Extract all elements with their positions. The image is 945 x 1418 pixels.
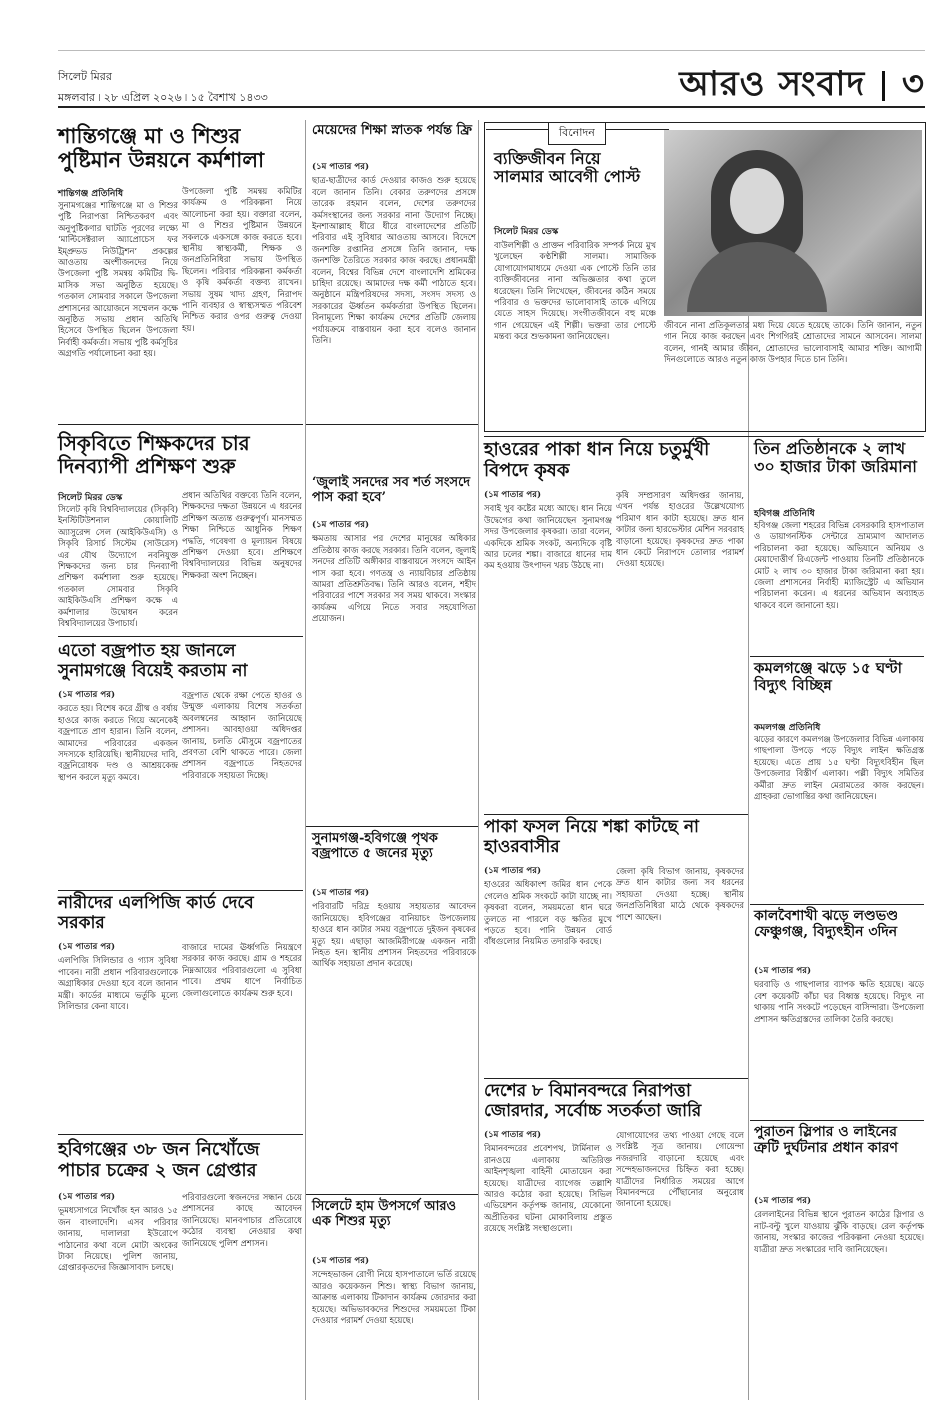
headline-kamalganj-power: কমলগঞ্জে ঝড়ে ১৫ ঘণ্টা বিদ্যুৎ বিচ্ছিন্ন bbox=[754, 659, 902, 695]
article-body: ঝড়ের কারণে কমলগঞ্জ উপজেলার বিভিন্ন এলাকায় গাছপালা উপড়ে পড়ে বিদ্যুৎ লাইন ক্ষতিগ্রস্ত হয়েছে। এতে প্রায় ১৫ ঘণ্টা বিদ্যুৎবিহীন ছিল উপজেলার বিস্তীর্ণ এলাকা। পল্লী বিদ্যুৎ সমিতির কর্মীরা দ্রুত লাইন মেরামতের কাজ করছেন। গ্রাহকরা ভোগান্তির কথা জানিয়েছেন। bbox=[754, 734, 924, 802]
category-tag: বিনোদন bbox=[548, 122, 606, 145]
column-divider bbox=[305, 120, 306, 1400]
continued-label: (১ম পাতার পর) bbox=[58, 690, 116, 700]
article-body: কৃষি সম্প্রসারণ অধিদপ্তর জানায়, এখন পর্যন্ত হাওরের উল্লেখযোগ্য পরিমাণ ধান কাটা হয়েছে। দ্রুত ধান কাটার জন্য হারভেস্টার মেশিন সরবরাহ বাড়ানো হয়েছে। কৃষকদের দ্রুত পাকা ধান কেটে নিরাপদে তোলার পরামর্শ দেওয়া হয়েছে। bbox=[616, 490, 744, 569]
continued-label: (১ম পাতার পর) bbox=[754, 1196, 812, 1206]
article-text: ভূমধ্যসাগরে নিখোঁজ হন আরও ১৫ জন বাংলাদেশি। এসব পরিবার জানায়, দালালরা ইউরোপে পাঠানোর কথা বলে মোটা অংকের টাকা নিয়েছে। পুলিশ জানায়, গ্রেপ্তারকৃতদের জিজ্ঞাসাবাদ চলছে। bbox=[58, 1205, 178, 1273]
article-body: বাউলশিল্পী ও প্রাক্তন পরিবারিক সম্পর্ক নিয়ে মুখ খুলেছেন কণ্ঠশিল্পী সালমা। সামাজিক যোগাযোগমাধ্যমে দেওয়া এক পোস্টে তিনি তার ব্যক্তিজীবনের নানা অভিজ্ঞতার কথা তুলে ধরেছেন। তিনি লিখেছেন, জীবনের কঠিন সময়ে পরিবার ও ভক্তদের ভালোবাসাই তাকে এগিয়ে যেতে সাহস দিয়েছে। সংগীতজীবনে বহু মঞ্চে গান গেয়েছেন এই শিল্পী। ভক্তরা তার পোস্টে মন্তব্য করে শুভকামনা জানিয়েছেন। bbox=[494, 240, 656, 342]
headline-rail-sleeper: পুরাতন স্লিপার ও লাইনের ত্রুটি দুর্ঘটনার প্রধান কারণ bbox=[754, 1124, 898, 1157]
headline-mother-child: শান্তিগঞ্জে মা ও শিশুর পুষ্টিমান উন্নয়নে কর্মশালা bbox=[58, 123, 265, 173]
byline: হবিগঞ্জ প্রতিনিধি bbox=[754, 509, 815, 519]
article-body bbox=[312, 520, 476, 820]
issue-date: মঙ্গলবার ৷ ২৮ এপ্রিল ২০২৬ ৷ ১৫ বৈশাখ ১৪৩৩ bbox=[58, 91, 268, 104]
article-body: প্রধান অতিথির বক্তব্যে তিনি বলেন, শিক্ষকদের দক্ষতা উন্নয়নে এ ধরনের প্রশিক্ষণ অত্যন্ত গুরুত্বপূর্ণ। মানসম্মত শিক্ষা নিশ্চিতে আধুনিক শিক্ষণ পদ্ধতি, গবেষণা ও মূল্যায়ন বিষয়ে প্রশিক্ষণ দেওয়া হবে। প্রশিক্ষণে বিশ্ববিদ্যালয়ের বিভিন্ন অনুষদের শিক্ষকরা অংশ নিচ্ছেন। bbox=[182, 490, 302, 580]
byline: সিলেট মিরর ডেস্ক bbox=[494, 227, 559, 237]
continued-label: (১ম পাতার পর) bbox=[312, 162, 370, 172]
column-divider bbox=[478, 120, 479, 1400]
article-body bbox=[312, 888, 476, 1188]
article-body: সুনামগঞ্জের শান্তিগঞ্জে মা ও শিশুর পুষ্টি নিরাপত্তা নিশ্চিতকরণ এবং অনুপুষ্টিকণার ঘাটতি পূরণের লক্ষ্যে ‘মাল্টিসেক্টরাল অ্যাপ্রোচেস ফর ইম্প্রুভড নিউট্রিশন’ প্রকল্পের আওতায় অংশীজনদের নিয়ে উপজেলা পুষ্টি সমন্বয় কমিটির দ্বি-মাসিক সভা অনুষ্ঠিত হয়েছে। গতকাল সোমবার সকালে উপজেলা প্রশাসনের আয়োজনে সম্মেলন কক্ষে অনুষ্ঠিত সভায় প্রধান অতিথি হিসেবে উপস্থিত ছিলেন উপজেলা নির্বাহী কর্মকর্তা। সভায় পুষ্টি কর্মসূচির অগ্রগতি পর্যালোচনা করা হয়। bbox=[58, 200, 178, 359]
continued-label: (১ম পাতার পর) bbox=[312, 520, 370, 530]
continued-label: (১ম পাতার পর) bbox=[754, 966, 812, 976]
article-text: সবাই খুব কষ্টের মধ্যে আছে। ধান নিয়ে উদ্বেগের কথা জানিয়েছেন সুনামগঞ্জ সদর উপজেলার কৃষকরা। তারা বলেন, একদিকে শ্রমিক সংকট, অন্যদিকে বৃষ্টি আর ঢলের শঙ্কা। বাজারে ধানের দাম কম হওয়ায় উৎপাদন খরচ উঠছে না। bbox=[484, 503, 612, 571]
article-body: জেলা কৃষি বিভাগ জানায়, কৃষকদের দ্রুত ধান কাটার জন্য সব ধরনের সহায়তা দেওয়া হচ্ছে। স্থানীয় জনপ্রতিনিধিরা মাঠে থেকে কৃষকদের পাশে আছেন। bbox=[616, 866, 744, 922]
article-body bbox=[312, 162, 476, 422]
article-text: পরিবারটি দরিদ্র হওয়ায় সহায়তার আবেদন জানিয়েছে। হবিগঞ্জের বানিয়াচং উপজেলায় হাওরে ধান কাটার সময় বজ্রপাতে দুইজন কৃষকের মৃত্যু হয়। এছাড়া আজমিরীগঞ্জে একজন নারী নিহত হন। স্থানীয় প্রশাসন নিহতদের পরিবারকে আর্থিক সহায়তা প্রদান করেছে। bbox=[312, 901, 476, 969]
headline-fine: তিন প্রতিষ্ঠানকে ২ লাখ ৩০ হাজার টাকা জরিমানা bbox=[754, 439, 917, 477]
continued-label: (১ম পাতার পর) bbox=[312, 1256, 370, 1266]
continued-label: (১ম পাতার পর) bbox=[484, 1130, 542, 1140]
article-body bbox=[58, 1192, 178, 1392]
headline-haor-paddy: হাওরের পাকা ধান নিয়ে চতুর্মুখী বিপদে কৃষক bbox=[484, 439, 710, 481]
article-body bbox=[312, 1256, 476, 1396]
article-divider bbox=[306, 424, 478, 425]
continued-label: (১ম পাতার পর) bbox=[58, 1192, 116, 1202]
headline-five-dead-lightning: সুনামগঞ্জ-হবিগঞ্জে পৃথক বজ্রপাতে ৫ জনের মৃত্যু bbox=[312, 831, 438, 861]
headline-lpg-card: নারীদের এলপিজি কার্ড দেবে সরকার bbox=[58, 893, 254, 933]
article-body bbox=[484, 866, 612, 1074]
section-divider bbox=[882, 71, 885, 101]
article-divider bbox=[58, 890, 303, 891]
continued-label: (১ম পাতার পর) bbox=[484, 490, 542, 500]
article-divider bbox=[58, 424, 303, 425]
article-body: জীবনে নানা প্রতিকূলতার মধ্য দিয়ে যেতে হয়েছে তাকে। তিনি জানান, নতুন গান নিয়ে কাজ করছেন এবং শিগগিরই শ্রোতাদের সামনে আসবেন। সালমা বলেন, গানই আমার জীবন, শ্রোতাদের ভালোবাসাই আমার শক্তি। আগামী দিনগুলোতে আরও নতুন কাজ উপহার দিতে চান তিনি। bbox=[664, 320, 922, 365]
article-body: বাজারে দামের ঊর্ধ্বগতি নিয়ন্ত্রণে সরকার কাজ করছে। গ্রাম ও শহরের নিম্নআয়ের পরিবারগুলো এ সুবিধা পাবে। প্রথম ধাপে নির্বাচিত জেলাগুলোতে কার্যক্রম শুরু হবে। bbox=[182, 942, 302, 998]
continued-label: (১ম পাতার পর) bbox=[312, 888, 370, 898]
article-text: এলপিজি সিলিন্ডার ও গ্যাস সুবিধা পাবেন। নারী প্রধান পরিবারগুলোকে অগ্রাধিকার দেওয়া হবে বলে জানান মন্ত্রী। কার্ডের মাধ্যমে ভর্তুকি মূল্যে সিলিন্ডার কেনা যাবে। bbox=[58, 955, 178, 1012]
article-body: উপজেলা পুষ্টি সমন্বয় কমিটির কার্যক্রম ও পরিকল্পনা নিয়ে আলোচনা করা হয়। বক্তারা বলেন, মা ও শিশুর পুষ্টিমান উন্নয়নে সকলকে একসঙ্গে কাজ করতে হবে। স্থানীয় স্বাস্থ্যকর্মী, শিক্ষক ও জনপ্রতিনিধিরা সভায় উপস্থিত ছিলেন। পরিবার পরিকল্পনা কর্মকর্তা ও কৃষি কর্মকর্তা বক্তব্য রাখেন। সভায় সুষম খাদ্য গ্রহণ, নিরাপদ পানি ব্যবহার ও স্বাস্থ্যসম্মত পরিবেশ নিশ্চিত করার ওপর গুরুত্ব দেওয়া হয়। bbox=[182, 186, 302, 333]
article-body bbox=[754, 1196, 924, 1394]
article-body bbox=[754, 966, 924, 1116]
article-divider bbox=[58, 1134, 303, 1135]
article-text: ছাত্র-ছাত্রীদের কার্ড দেওয়ার কাজও শুরু হয়েছে বলে জানান তিনি। বেকার তরুণদের প্রসঙ্গে তারেক রহমান বলেন, দেশের তরুণদের কর্মসংস্থানের জন্য সরকার নানা উদ্যোগ নিচ্ছে। ইনশাআল্লাহ ধীরে ধীরে বাংলাদেশের প্রতিটি পরিবার এই সুবিধার আওতায় আসবে। বিদেশে জনশক্তি রপ্তানির প্রসঙ্গে তিনি জানান, দক্ষ জনশক্তি তৈরিতে সরকার কাজ করছে। প্রধানমন্ত্রী বলেন, বিশ্বের বিভিন্ন দেশে বাংলাদেশি শ্রমিকের চাহিদা রয়েছে। আমাদের দক্ষ কর্মী পাঠাতে হবে। অনুষ্ঠানে মন্ত্রিপরিষদের সদস্য, সংসদ সদস্য ও সরকারের ঊর্ধ্বতন কর্মকর্তারা উপস্থিত ছিলেন। বিনামূল্যে শিক্ষা কার্যক্রম দেশের প্রতিটি জেলায় পর্যায়ক্রমে বাস্তবায়ন করা হবে বলেও জানান তিনি। bbox=[312, 175, 476, 346]
headline-salma: ব্যক্তিজীবন নিয়ে সালমার আবেগী পোস্ট bbox=[494, 149, 641, 187]
article-text: রেললাইনের বিভিন্ন স্থানে পুরাতন কাঠের স্লিপার ও নাট-বল্টু খুলে যাওয়ায় ঝুঁকি বাড়ছে। রেল কর্তৃপক্ষ জানায়, সংস্কার কাজের পরিকল্পনা নেওয়া হয়েছে। যাত্রীরা দ্রুত সংস্কারের দাবি জানিয়েছেন। bbox=[754, 1209, 924, 1254]
top-hairline bbox=[58, 50, 925, 51]
article-divider bbox=[484, 436, 924, 437]
masthead-rule bbox=[58, 106, 925, 108]
headline-measles: সিলেটে হাম উপসর্গে আরও এক শিশুর মৃত্যু bbox=[312, 1199, 457, 1229]
photo-face-shape bbox=[730, 168, 784, 234]
article-body bbox=[58, 690, 178, 886]
article-body: বজ্রপাত থেকে রক্ষা পেতে হাওর ও উন্মুক্ত এলাকায় বিশেষ সতর্কতা অবলম্বনের আহ্বান জানিয়েছে প্রশাসন। আবহাওয়া অধিদপ্তর জানায়, চলতি মৌসুমে বজ্রপাতের প্রবণতা বেশি থাকতে পারে। জেলা প্রশাসন বজ্রপাতে নিহতদের পরিবারকে সহায়তা দিচ্ছে। bbox=[182, 690, 302, 780]
section-name: আরও সংবাদ bbox=[679, 64, 866, 104]
article-body: যোগাযোগের তথ্য পাওয়া গেছে বলে সংশ্লিষ্ট সূত্র জানায়। গোয়েন্দা নজরদারি বাড়ানো হয়েছে এবং সন্দেহভাজনদের চিহ্নিত করা হচ্ছে। যাত্রীদের নির্ধারিত সময়ের আগে বিমানবন্দরে পৌঁছানোর অনুরোধ জানানো হয়েছে। bbox=[616, 1130, 744, 1209]
article-body: হবিগঞ্জ জেলা শহরের বিভিন্ন বেসরকারি হাসপাতাল ও ডায়াগনস্টিক সেন্টারে ভ্রাম্যমাণ আদালত পরিচালনা করা হয়েছে। অভিযানে অনিয়ম ও মেয়াদোত্তীর্ণ রিএজেন্ট পাওয়ায় তিনটি প্রতিষ্ঠানকে মোট ২ লাখ ৩০ হাজার টাকা জরিমানা করা হয়। জেলা প্রশাসনের নির্বাহী ম্যাজিস্ট্রেট এ অভিযান পরিচালনা করেন। এ ধরনের অভিযান অব্যাহত থাকবে বলে জানানো হয়। bbox=[754, 520, 924, 610]
article-divider bbox=[750, 1120, 924, 1121]
continued-label: (১ম পাতার পর) bbox=[58, 942, 116, 952]
headline-haor-fear: পাকা ফসল নিয়ে শঙ্কা কাটছে না হাওরবাসীর bbox=[484, 817, 699, 857]
artist-photo bbox=[664, 130, 922, 316]
page-number: ৩ bbox=[901, 64, 925, 104]
paper-name: সিলেট মিরর bbox=[58, 70, 112, 83]
article-text: সন্দেহভাজন রোগী নিয়ে হাসপাতালে ভর্তি রয়েছে আরও কয়েকজন শিশু। স্বাস্থ্য বিভাগ জানায়, আক্রান্ত এলাকায় টিকাদান কার্যক্রম জোরদার করা হয়েছে। অভিভাবকদের শিশুদের সময়মতো টিকা দেওয়ার পরামর্শ দেওয়া হয়েছে। bbox=[312, 1269, 476, 1326]
headline-trafficking: হবিগঞ্জের ৩৮ জন নিখোঁজে পাচার চক্রের ২ জন গ্রেপ্তার bbox=[58, 1139, 260, 1181]
article-divider bbox=[306, 826, 478, 827]
headline-july-charter: ‘জুলাই সনদের সব শর্ত সংসদে পাস করা হবে’ bbox=[312, 475, 471, 505]
article-divider bbox=[750, 904, 924, 905]
continued-label: (১ম পাতার পর) bbox=[484, 866, 542, 876]
byline: সিলেট মিরর ডেস্ক bbox=[58, 493, 123, 503]
byline: শান্তিগঞ্জ প্রতিনিধি bbox=[58, 189, 124, 199]
article-text: করতে হয়। বিশেষ করে গ্রীষ্ম ও বর্ষায় হাওরে কাজ করতে গিয়ে অনেকেই বজ্রপাতে প্রাণ হারান। তিনি বলেন, আমাদের পরিবারের একজন সদস্যকে হারিয়েছি। স্থানীয়দের দাবি, বজ্রনিরোধক দণ্ড ও আশ্রয়কেন্দ্র স্থাপন করলে মৃত্যু কমবে। bbox=[58, 703, 178, 782]
article-divider bbox=[750, 656, 924, 657]
headline-airports: দেশের ৮ বিমানবন্দরে নিরাপত্তা জোরদার, সর্বোচ্চ সতর্কতা জারি bbox=[484, 1081, 702, 1121]
article-body: পরিবারগুলো স্বজনদের সন্ধান চেয়ে প্রশাসনের কাছে আবেদন জানিয়েছে। মানবপাচার প্রতিরোধে কঠোর ব্যবস্থা নেওয়ার কথা জানিয়েছে পুলিশ প্রশাসন। bbox=[182, 1192, 302, 1248]
photo-dress-shape bbox=[687, 242, 827, 312]
article-divider bbox=[484, 814, 748, 815]
article-text: হাওরের অধিকাংশ জমির ধান পেকে গেলেও শ্রমিক সংকটে কাটা যাচ্ছে না। কৃষকরা বলেন, সময়মতো ধান ঘরে তুলতে না পারলে বড় ক্ষতির মুখে পড়তে হবে। পানি উন্নয়ন বোর্ড বাঁধগুলোর নিয়মিত তদারকি করছে। bbox=[484, 879, 612, 947]
headline-lightning-marriage: এতো বজ্রপাত হয় জানলে সুনামগঞ্জে বিয়েই করতাম না bbox=[58, 641, 248, 681]
article-text: ক্ষমতায় আসার পর দেশের মানুষের অধিকার প্রতিষ্ঠায় কাজ করছে সরকার। তিনি বলেন, জুলাই সনদের প্রতিটি অঙ্গীকার বাস্তবায়নে সংসদে আইন পাস করা হবে। গণতন্ত্র ও ন্যায়বিচার প্রতিষ্ঠায় আমরা প্রতিশ্রুতিবদ্ধ। তিনি আরও বলেন, শহীদ পরিবারের পাশে সরকার সব সময় থাকবে। সংস্কার কার্যক্রম এগিয়ে নিতে সবার সহযোগিতা প্রয়োজন। bbox=[312, 533, 476, 624]
article-text: বিমানবন্দরের প্রবেশপথ, টার্মিনাল ও রানওয়ে এলাকায় অতিরিক্ত আইনশৃঙ্খলা বাহিনী মোতায়েন করা হয়েছে। যাত্রীদের ব্যাগেজ তল্লাশি আরও কঠোর করা হয়েছে। সিভিল এভিয়েশন কর্তৃপক্ষ জানায়, যেকোনো অপ্রীতিকর ঘটনা মোকাবিলায় প্রস্তুত রয়েছে সংশ্লিষ্ট সংস্থাগুলো। bbox=[484, 1143, 612, 1234]
article-body bbox=[58, 942, 178, 1130]
byline: কমলগঞ্জ প্রতিনিধি bbox=[754, 723, 821, 733]
article-divider bbox=[58, 636, 303, 637]
article-divider bbox=[306, 1194, 478, 1195]
article-body bbox=[484, 490, 612, 810]
headline-teachers-training: সিকৃবিতে শিক্ষকদের চার দিনব্যাপী প্রশিক্ষণ শুরু bbox=[58, 431, 250, 478]
article-body: সিলেট কৃষি বিশ্ববিদ্যালয়ের (সিকৃবি) ইনস্টিটিউশনাল কোয়ালিটি অ্যাসুরেন্স সেল (আইকিউএসি) ও সিকৃবি রিসার্চ সিস্টেম (সাউরেস) এর যৌথ উদ্যোগে নবনিযুক্ত শিক্ষকদের জন্য চার দিনব্যাপী প্রশিক্ষণ কর্মশালা শুরু হয়েছে। গতকাল সোমবার সিকৃবি আইকিউএসি প্রশিক্ষণ কক্ষে এ কর্মশালার উদ্বোধন করেন বিশ্ববিদ্যালয়ের উপাচার্য। bbox=[58, 504, 178, 629]
article-text: ঘরবাড়ি ও গাছপালার ব্যাপক ক্ষতি হয়েছে। ঝড়ে বেশ কয়েকটি কাঁচা ঘর বিধ্বস্ত হয়েছে। বিদ্যুৎ না থাকায় পানি সংকটে পড়েছেন বাসিন্দারা। উপজেলা প্রশাসন ক্ষতিগ্রস্তদের তালিকা তৈরি করছে। bbox=[754, 979, 924, 1024]
article-divider bbox=[484, 1078, 748, 1079]
headline-girls-education: মেয়েদের শিক্ষা স্নাতক পর্যন্ত ফ্রি bbox=[312, 123, 472, 138]
article-body bbox=[484, 1130, 612, 1394]
headline-fenchuganj-storm: কালবৈশাখী ঝড়ে লণ্ডভণ্ড ফেঞ্চুগঞ্জ, বিদ্যুৎহীন ৩দিন bbox=[754, 908, 899, 941]
